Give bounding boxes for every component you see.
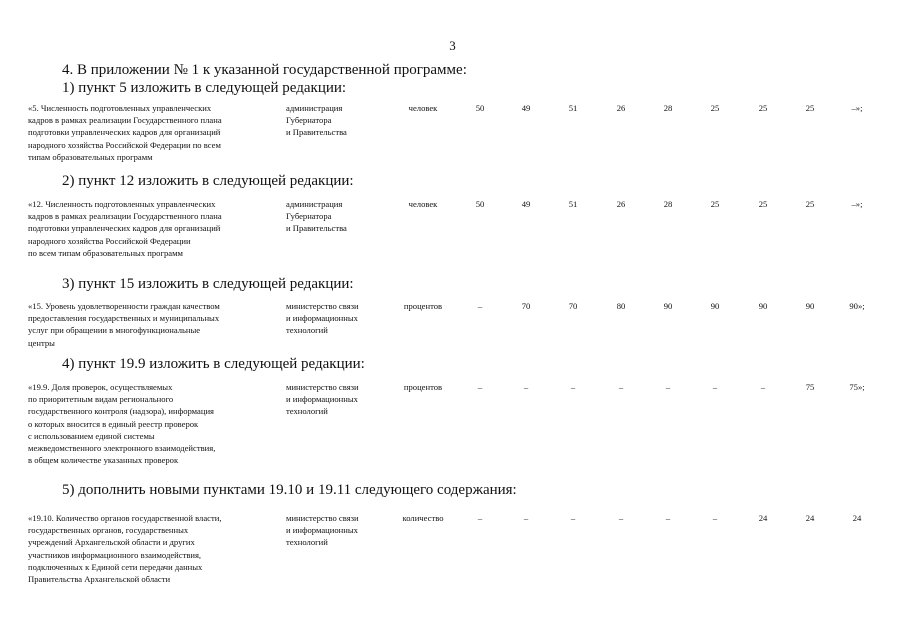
unit-of-measure: человек [408, 103, 438, 113]
value-cell: 75 [805, 382, 815, 392]
value-cell: 25 [710, 199, 720, 209]
value-cell: 25 [758, 103, 768, 113]
value-cell: – [570, 382, 576, 392]
value-cell: 28 [663, 103, 673, 113]
value-cell: 25 [710, 103, 720, 113]
subheading-4: 4) пункт 19.9 изложить в следующей редакции: [62, 356, 365, 372]
value-cell: 25 [758, 199, 768, 209]
value-cell: – [570, 513, 576, 523]
value-cell: 90 [710, 301, 720, 311]
value-cell: 90 [663, 301, 673, 311]
value-cell: 75»; [849, 382, 865, 392]
value-cell: 26 [616, 103, 626, 113]
value-cell: –»; [851, 199, 863, 209]
value-cell: 51 [568, 199, 578, 209]
unit-of-measure: процентов [403, 382, 443, 392]
value-cell: – [523, 382, 529, 392]
value-cell: – [477, 301, 483, 311]
value-cell: 25 [805, 103, 815, 113]
subheading-3: 3) пункт 15 изложить в следующей редакции: [62, 276, 354, 292]
indicator-description: «19.10. Количество органов государственной власти, государственных органов, государственных учреждений Архангельской области и других участников информационного взаимодействия, подключенных к Единой сети передачи данных Правительства Архангельской области [28, 513, 222, 585]
value-cell: 49 [521, 199, 531, 209]
value-cell: – [712, 513, 718, 523]
responsible-organization: министерство связи и информационных технологий [286, 382, 359, 417]
value-cell: 25 [805, 199, 815, 209]
indicator-description: «19.9. Доля проверок, осуществляемых по приоритетным видам регионального государственного контроля (надзора), информация о которых вносится в единый реестр проверок с использованием единой системы межведомственного электронного взаимодействия, в общем количестве указанных проверок [28, 382, 216, 466]
value-cell: 70 [568, 301, 578, 311]
value-cell: – [523, 513, 529, 523]
value-cell: 50 [475, 199, 485, 209]
value-cell: – [477, 513, 483, 523]
value-cell: – [618, 513, 624, 523]
value-cell: –»; [851, 103, 863, 113]
value-cell: 90 [758, 301, 768, 311]
subheading-1: 1) пункт 5 изложить в следующей редакции: [62, 80, 347, 96]
value-cell: 70 [521, 301, 531, 311]
indicator-description: «15. Уровень удовлетворенности граждан качеством предоставления государственных и муниципальных услуг при обращении в многофункциональные центры [28, 301, 220, 348]
responsible-organization: администрация Губернатора и Правительства [286, 103, 347, 138]
value-cell: – [665, 513, 671, 523]
value-cell: 26 [616, 199, 626, 209]
value-cell: 24 [805, 513, 815, 523]
value-cell: 90»; [849, 301, 865, 311]
unit-of-measure: процентов [403, 301, 443, 311]
value-cell: 24 [852, 513, 862, 523]
value-cell: 49 [521, 103, 531, 113]
value-cell: 80 [616, 301, 626, 311]
value-cell: – [618, 382, 624, 392]
subheading-5: 5) дополнить новыми пунктами 19.10 и 19.11 следующего содержания: [62, 482, 517, 498]
value-cell: 51 [568, 103, 578, 113]
page-number: 3 [449, 38, 456, 53]
indicator-description: «12. Численность подготовленных управленческих кадров в рамках реализации Государственного плана подготовки управленческих кадров для организаций народного хозяйства Российской Федерации по всем типам образовательных программ [28, 199, 222, 258]
value-cell: – [760, 382, 766, 392]
section-heading-4: 4. В приложении № 1 к указанной государственной программе: [62, 62, 467, 78]
value-cell: – [477, 382, 483, 392]
responsible-organization: министерство связи и информационных технологий [286, 301, 359, 336]
value-cell: 50 [475, 103, 485, 113]
value-cell: – [712, 382, 718, 392]
value-cell: – [665, 382, 671, 392]
responsible-organization: администрация Губернатора и Правительства [286, 199, 347, 234]
responsible-organization: министерство связи и информационных технологий [286, 513, 359, 548]
subheading-2: 2) пункт 12 изложить в следующей редакции: [62, 173, 354, 189]
unit-of-measure: количество [402, 513, 444, 523]
value-cell: 28 [663, 199, 673, 209]
unit-of-measure: человек [408, 199, 438, 209]
indicator-description: «5. Численность подготовленных управленческих кадров в рамках реализации Государственного плана подготовки управленческих кадров для организаций народного хозяйства Российской Федерации по всем типам образовательных программ [28, 103, 222, 162]
value-cell: 90 [805, 301, 815, 311]
value-cell: 24 [758, 513, 768, 523]
